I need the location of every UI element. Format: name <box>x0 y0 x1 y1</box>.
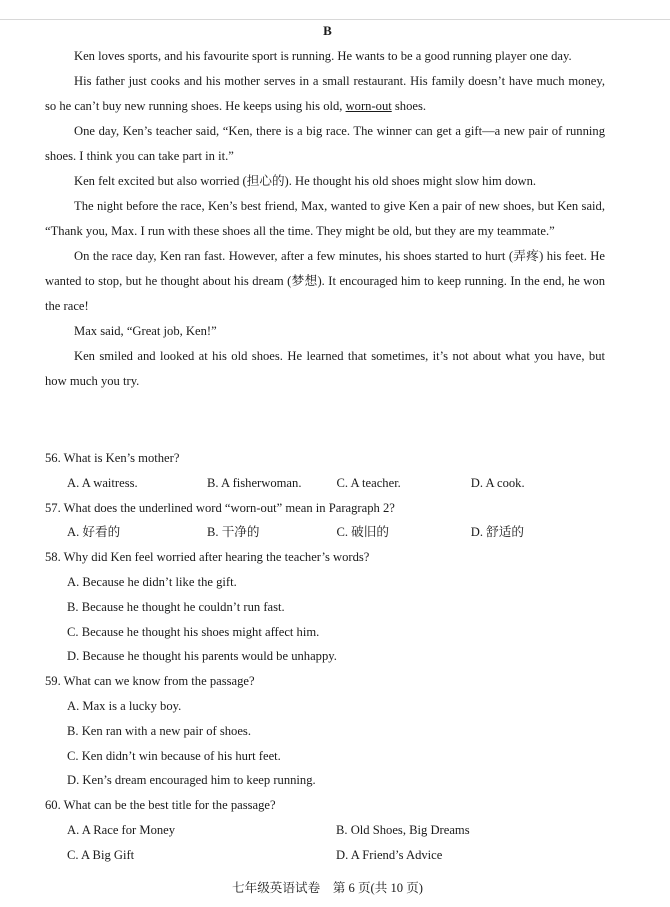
option-c: C. A Big Gift <box>67 847 135 862</box>
option-d: D. Because he thought his parents would be unhappy. <box>67 649 337 664</box>
paragraph-3: One day, Ken’s teacher said, “Ken, there is a big race. The winner can get a gift—a new pair of running shoes. I think you can take part in it.” <box>45 124 605 163</box>
option-a: A. A waitress. <box>67 475 138 490</box>
paragraph-2-text: His father just cooks and his mother serves in a small restaurant. His family doesn’t have much money, so he can’t buy new running shoes. He keeps using his old, <box>45 74 605 113</box>
paragraph-4: Ken felt excited but also worried (担心的). He thought his old shoes might slow him down. <box>74 174 537 188</box>
option-c: C. A teacher. <box>336 475 401 490</box>
option-c: C. Ken didn’t win because of his hurt feet. <box>67 748 281 763</box>
option-a: A. 好看的 <box>67 525 121 540</box>
option-b: B. 干净的 <box>207 525 260 540</box>
reading-passage <box>45 44 605 394</box>
option-d: D. A cook. <box>470 475 525 490</box>
paragraph-1: Ken loves sports, and his favourite sport is running. He wants to be a good running player one day. <box>74 49 572 63</box>
paragraph-2-tail: shoes. <box>391 99 427 113</box>
option-d: D. A Friend’s Advice <box>336 847 443 862</box>
option-c: C. 破旧的 <box>336 525 389 540</box>
question-57-stem: 57. What does the underlined word “worn-out” mean in Paragraph 2? <box>45 500 395 515</box>
paragraph-8: Ken smiled and looked at his old shoes. He learned that sometimes, it’s not about what you have, but how much you try. <box>45 349 605 388</box>
page-footer: 七年级英语试卷 第 6 页(共 10 页) <box>232 881 423 895</box>
question-60-options-row-2 <box>45 843 605 868</box>
question-56-options <box>45 471 605 496</box>
question-58-stem: 58. Why did Ken feel worried after hearing the teacher’s words? <box>45 550 370 565</box>
option-b: B. Old Shoes, Big Dreams <box>336 822 470 837</box>
paragraph-7: Max said, “Great job, Ken!” <box>74 324 217 338</box>
option-d: D. 舒适的 <box>470 525 524 540</box>
option-b: B. Because he thought he couldn’t run fast. <box>67 599 285 614</box>
question-60-options-row-1 <box>45 818 605 843</box>
question-57-options <box>45 520 605 545</box>
question-56-stem: 56. What is Ken’s mother? <box>45 451 180 465</box>
section-letter: B <box>323 23 332 38</box>
question-59-stem: 59. What can we know from the passage? <box>45 674 255 689</box>
option-c: C. Because he thought his shoes might affect him. <box>67 624 320 639</box>
paragraph-6: On the race day, Ken ran fast. However, after a few minutes, his shoes started to hurt (弄疼) his feet. He wanted to stop, but he thought about his dream (梦想). It encouraged him to keep running. In the end, he won the race! <box>45 249 605 313</box>
option-b: B. Ken ran with a new pair of shoes. <box>67 723 251 738</box>
option-b: B. A fisherwoman. <box>207 475 302 490</box>
underlined-word: worn-out <box>345 99 392 113</box>
option-a: A. Max is a lucky boy. <box>67 698 182 713</box>
question-60-stem: 60. What can be the best title for the passage? <box>45 798 276 813</box>
option-a: A. Because he didn’t like the gift. <box>67 574 237 589</box>
paragraph-2 <box>45 69 605 119</box>
paragraph-5: The night before the race, Ken’s best friend, Max, wanted to give Ken a pair of new shoes, but Ken said, “Thank you, Max. I run with these shoes all the time. They might be old, but they are my teammate.” <box>45 199 605 238</box>
option-d: D. Ken’s dream encouraged him to keep running. <box>67 773 316 788</box>
option-a: A. A Race for Money <box>67 822 176 837</box>
top-rule <box>0 19 670 20</box>
question-list <box>45 446 605 868</box>
